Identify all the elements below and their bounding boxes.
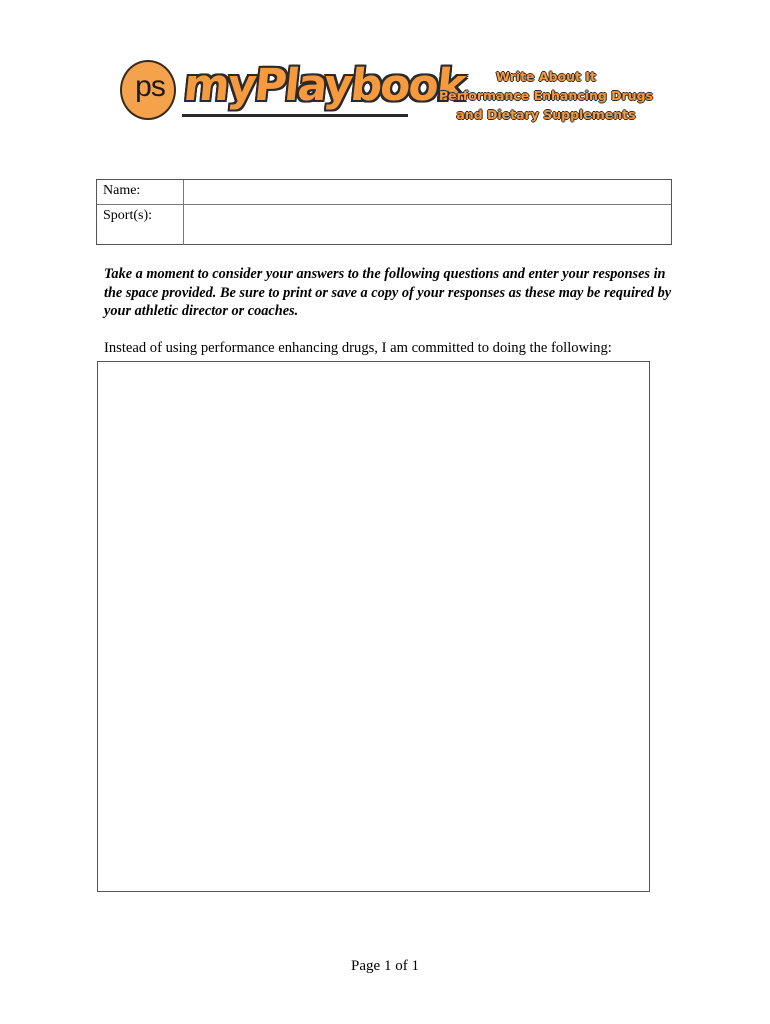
name-label: Name:	[103, 183, 141, 198]
sport-row	[97, 205, 671, 245]
subtitle-line-3: and Dietary Supplements	[456, 107, 636, 122]
sport-label: Sport(s):	[103, 208, 152, 223]
response-field[interactable]	[97, 361, 650, 892]
column-divider	[183, 205, 184, 245]
sport-field[interactable]	[189, 208, 667, 224]
logo-underline	[182, 114, 408, 117]
logo-wordmark: myPlaybook	[181, 60, 467, 111]
logo-mark: ps	[135, 70, 165, 103]
subtitle-line-2: Performance Enhancing Drugs	[439, 88, 653, 103]
ps-circle-icon	[120, 60, 176, 120]
page-number: Page 1 of 1	[351, 958, 419, 974]
name-field[interactable]	[189, 183, 667, 199]
header-subtitle	[414, 67, 678, 124]
instructions-text: Take a moment to consider your answers to the following questions and enter your responses in the space provided. Be sure to print or save a copy of your responses as these may be required by your athletic director or coaches.	[104, 266, 672, 319]
question-prompt: Instead of using performance enhancing drugs, I am committed to doing the following:	[104, 340, 612, 356]
name-row	[97, 180, 671, 205]
myplaybook-logo	[118, 58, 467, 126]
column-divider	[183, 180, 184, 204]
student-info-table	[96, 179, 672, 245]
subtitle-line-1: Write About It	[496, 69, 596, 84]
